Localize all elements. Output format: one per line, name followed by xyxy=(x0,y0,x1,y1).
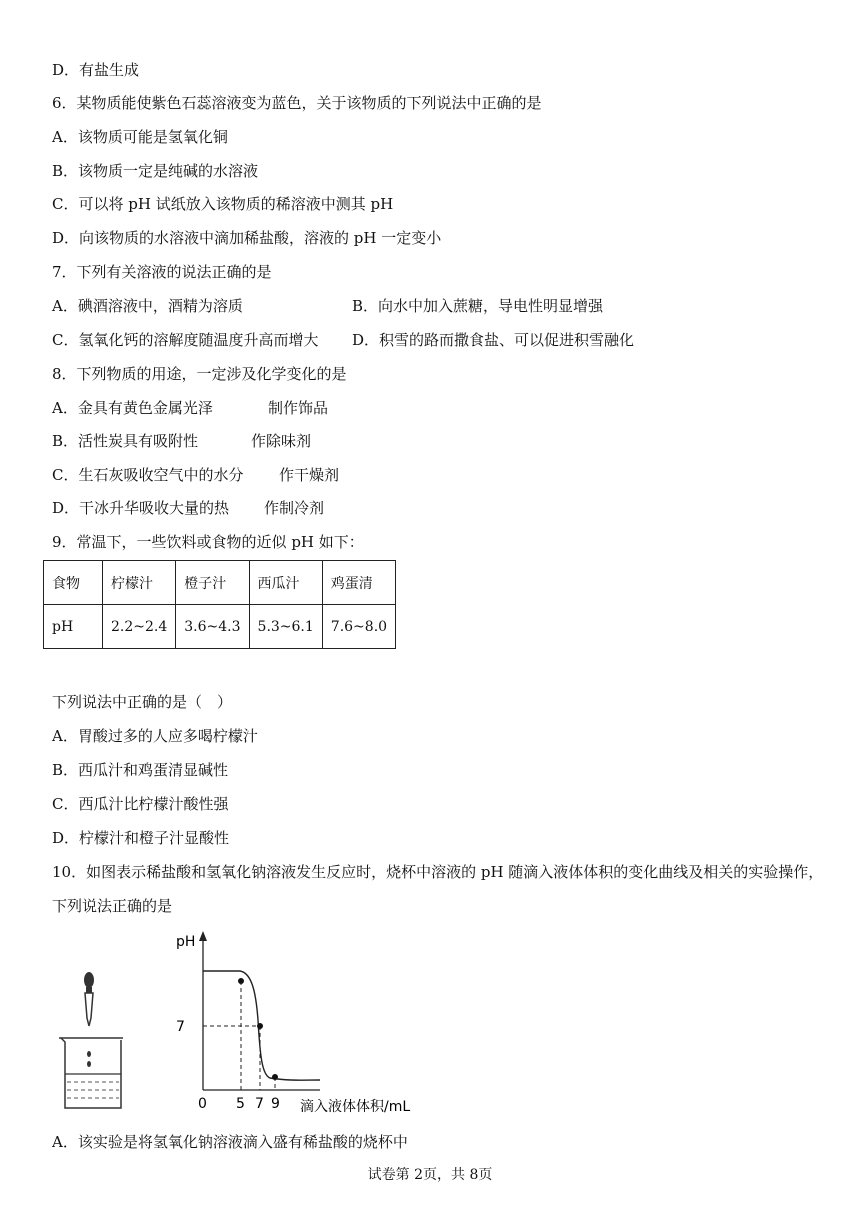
table-cell: 5.3~6.1 xyxy=(249,605,322,649)
q8-option-c-use: 作干燥剂 xyxy=(279,466,340,484)
table-cell: pH xyxy=(44,605,103,649)
y-axis-arrow xyxy=(199,931,207,941)
q7-option-a: A．碘酒溶液中，酒精为溶质 xyxy=(52,297,243,315)
beaker-icon xyxy=(59,1038,123,1108)
q9-option-c: C．西瓜汁比柠檬汁酸性强 xyxy=(52,795,229,813)
y-axis-label: pH xyxy=(176,934,196,950)
q6-option-b: B．该物质一定是纯碱的水溶液 xyxy=(52,162,259,180)
table-cell: 鸡蛋清 xyxy=(322,561,395,605)
data-point xyxy=(272,1074,278,1080)
q9-option-d: D．柠檬汁和橙子汁显酸性 xyxy=(52,829,230,847)
ph-table-value-row xyxy=(44,605,396,649)
x-axis-label: 滴入液体体积/mL xyxy=(300,1099,411,1115)
q8-option-a: A．金具有黄色金属光泽 xyxy=(52,399,213,417)
q9-stem: 9．常温下，一些饮料或食物的近似 pH 如下： xyxy=(52,533,364,551)
table-cell: 食物 xyxy=(44,561,103,605)
q6-option-c: C．可以将 pH 试纸放入该物质的稀溶液中测其 pH xyxy=(52,195,394,213)
q7-option-d: D．积雪的路而撒食盐、可以促进积雪融化 xyxy=(352,331,635,349)
table-cell: 橙子汁 xyxy=(176,561,249,605)
data-point xyxy=(257,1023,263,1029)
dropper-icon xyxy=(84,972,94,1026)
dropper-beaker-illustration xyxy=(55,970,135,1115)
x-tick-label: 9 xyxy=(271,1096,280,1112)
q7-option-c: C．氢氧化钙的溶解度随温度升高而增大 xyxy=(52,331,319,349)
q7-option-b: B．向水中加入蔗糖，导电性明显增强 xyxy=(352,297,604,315)
q10-stem-line2: 下列说法正确的是 xyxy=(52,897,173,915)
q8-option-d: D．干冰升华吸收大量的热 xyxy=(52,499,230,517)
q9-option-a: A．胃酸过多的人应多喝柠檬汁 xyxy=(52,727,258,745)
table-cell: 3.6~4.3 xyxy=(176,605,249,649)
q5-option-d: D．有盐生成 xyxy=(52,61,140,79)
q8-option-b-use: 作除味剂 xyxy=(251,432,312,450)
q8-stem: 8．下列物质的用途，一定涉及化学变化的是 xyxy=(52,365,347,383)
q8-option-c: C．生石灰吸收空气中的水分 xyxy=(52,466,244,484)
q8-option-a-use: 制作饰品 xyxy=(268,399,329,417)
x-tick-label: 7 xyxy=(255,1096,264,1112)
q6-stem: 6．某物质能使紫色石蕊溶液变为蓝色，关于该物质的下列说法中正确的是 xyxy=(52,94,542,112)
y-tick-label: 7 xyxy=(176,1019,185,1035)
data-point xyxy=(238,978,244,984)
table-cell: 2.2~2.4 xyxy=(103,605,176,649)
q6-option-d: D．向该物质的水溶液中滴加稀盐酸，溶液的 pH 一定变小 xyxy=(52,229,442,247)
x-tick-label: 5 xyxy=(236,1096,245,1112)
ph-table-header-row xyxy=(44,561,396,605)
q8-option-d-use: 作制冷剂 xyxy=(264,499,325,517)
q8-option-b: B．活性炭具有吸附性 xyxy=(52,432,199,450)
table-cell: 7.6~8.0 xyxy=(322,605,395,649)
table-cell: 柠檬汁 xyxy=(103,561,176,605)
q7-stem: 7．下列有关溶液的说法正确的是 xyxy=(52,263,272,281)
x-tick-label: 0 xyxy=(198,1096,207,1112)
ph-table xyxy=(43,560,396,649)
table-cell: 西瓜汁 xyxy=(249,561,322,605)
ph-curve-chart xyxy=(170,925,430,1120)
q9-option-b: B．西瓜汁和鸡蛋清显碱性 xyxy=(52,761,229,779)
q10-option-a: A．该实验是将氢氧化钠溶液滴入盛有稀盐酸的烧杯中 xyxy=(52,1133,408,1151)
q9-prompt: 下列说法中正确的是（ ） xyxy=(52,693,233,711)
q10-stem-line1: 10．如图表示稀盐酸和氢氧化钠溶液发生反应时，烧杯中溶液的 pH 随滴入液体体积的变化曲线及相关的实验操作， xyxy=(52,863,824,881)
page-footer: 试卷第 2页，共 8页 xyxy=(367,1167,493,1183)
q6-option-a: A．该物质可能是氢氧化铜 xyxy=(52,128,228,146)
